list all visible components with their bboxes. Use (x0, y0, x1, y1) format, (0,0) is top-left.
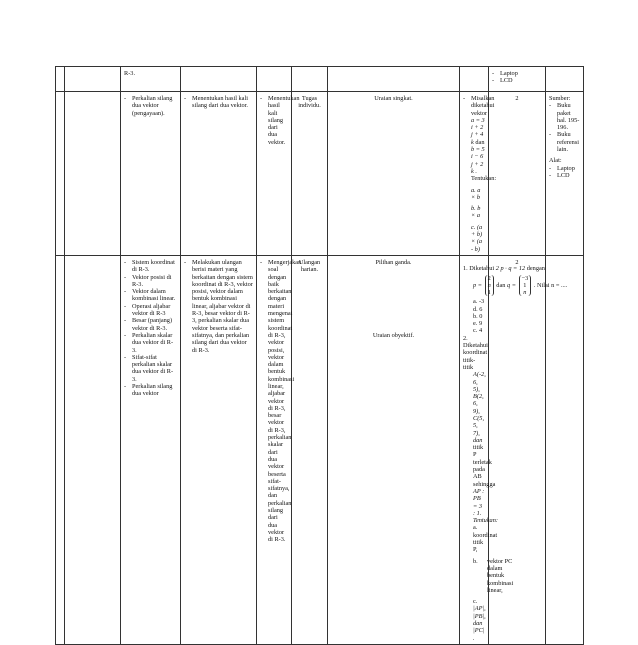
sumber-label: Sumber: (549, 95, 571, 102)
teknik-cell: Ulangan harian. (292, 255, 328, 644)
q1-tail: . Nilai n = .... (533, 282, 568, 290)
q2-line: 2. Diketahui koordinat titik-titik (463, 334, 488, 371)
cell-text: R-3. (121, 67, 181, 92)
list-item: - Laptop (492, 70, 542, 77)
kegiatan-cell (181, 255, 257, 644)
option: a. -3 (473, 298, 485, 306)
soal-item: b. b × a (471, 205, 481, 220)
list-item: - LCD (492, 77, 542, 84)
q2-line: AP : PB = 3 : 1. Tentukan: (473, 487, 498, 525)
list-item: - Perkalian silang dua vektor (124, 383, 177, 398)
table-row (56, 92, 584, 256)
media-cell (489, 67, 546, 92)
table-row (56, 67, 584, 92)
waktu-cell: 2 (489, 92, 546, 256)
list-item: - Operasi aljabar vektor di R-3 (124, 303, 177, 318)
soal-item: c. (a + b) × (a - b) (471, 223, 483, 253)
list-item: - Mengerjakan soal dengan baik berkaitan dengan materi mengenai sistem koordinat di R-3, vektor posisi, vektor dalam bentuk kombinasi linear, aljabar vektor di R-3, besar vektor di R-3, perkalian skalar dari dua vektor beserta sifat-sifatnya, dan perkalian silang dari dua vektor di R-3. (260, 259, 288, 544)
q2-line: titik P terletak pada AB sehingga (473, 444, 496, 488)
q2-line: A(-2, 6, 5), B(2, 6, 9), C(5, 5, 7), dan (473, 371, 486, 444)
q2-part: |AP|, |PB|, dan |PC| . (473, 605, 486, 642)
materi-cell (121, 92, 181, 256)
option: b. 0 (473, 312, 483, 320)
matrix-entry: 1 (523, 282, 527, 290)
list-item: - LCD (549, 172, 580, 179)
q-matrix (519, 275, 532, 296)
list-item: - Besar (panjang) vektor di R-3. (124, 317, 177, 332)
matrix-entry: n (487, 282, 491, 290)
bentuk-cell: Uraian singkat. (328, 92, 460, 256)
list-item: - Vektor posisi di R-3. (124, 274, 177, 289)
p-matrix (485, 275, 494, 296)
indikator-cell (257, 255, 302, 644)
lesson-plan-table (55, 66, 584, 645)
q1-expr: 2 p · q = 12 (495, 264, 526, 272)
kegiatan-cell (181, 92, 257, 256)
option: d. 6 (473, 305, 483, 313)
soal-cell (460, 255, 568, 644)
q2-part: vektor PC dalam bentuk kombinasi linear, (487, 557, 514, 594)
q1-dan: dan (496, 282, 506, 290)
q2-label: b. (473, 557, 478, 565)
list-item: - Laptop (549, 165, 580, 172)
list-item: - Menentukan hasil kali silang dari dua vektor. (184, 95, 253, 110)
waktu-cell: 2 (489, 255, 546, 644)
list-item: - Buku paket hal. 195-196. (549, 102, 580, 131)
list-item: - Sifat-sifat perkalian skalar dua vektor di R-3. (124, 354, 177, 383)
tentukan-label: Tentukan: (471, 175, 497, 183)
indikator-cell (257, 92, 300, 256)
table-row (56, 255, 584, 644)
vector-a-def: a = 3 i + 2 j + 4 k (471, 116, 485, 146)
list-item: - Buku referensi lain. (549, 131, 580, 153)
vector-b-def: b = 5 i − 6 j + 2 k . (471, 146, 485, 175)
bentuk-pilihan: Pilihan ganda. (375, 258, 412, 266)
q1-p-label: p = (473, 282, 482, 290)
matrix-entry: 2 (487, 275, 491, 283)
q2-label: a. (473, 524, 478, 532)
option: c. 4 (473, 327, 483, 335)
list-item: - Melakukan ulangan berisi materi yang berkaitan dengan sistem koordinat di R-3, vektor posisi, vektor dalam bentuk kombinasi linear, aljabar vektor di R-3, besar vektor di R-3, perkalian skalar dua vektor beserta sifat-sifatnya, dan perkalian silang dari dua vektor di R-3. (184, 259, 253, 354)
q2-label: c. (473, 598, 478, 606)
soal-item: a. a × b (471, 186, 481, 201)
option: e. 9 (473, 320, 483, 328)
soal-dan: dan (475, 138, 485, 146)
list-item: - Menentukan hasil kali silang dari dua vektor. (260, 95, 288, 146)
soal-intro: Misalkan diketahui vektor (471, 95, 495, 117)
list-item: - Sistem koordinat di R-3. (124, 259, 177, 274)
list-item: - Perkalian silang dua vektor (pengayaan). (124, 95, 177, 117)
bentuk-uraian: Uraian obyektif. (372, 332, 415, 340)
q1-dengan: dengan (526, 264, 545, 272)
alat-label: Alat: (549, 157, 562, 165)
q1-q-label: q = (506, 282, 516, 290)
list-item: - Vektor dalam kombinasi linear. (124, 288, 177, 303)
matrix-entry: n (523, 289, 527, 297)
list-item: - Perkalian skalar dua vektor di R-3. (124, 332, 177, 354)
matrix-entry: 1 (487, 289, 491, 297)
q1-intro: 1. Diketahui (463, 264, 495, 272)
materi-cell (121, 255, 181, 644)
soal-cell (460, 92, 497, 256)
teknik-cell: Tugas individu. (292, 92, 328, 256)
q2-part: koordinat titik P, (473, 531, 498, 554)
matrix-entry: −3 (521, 275, 529, 283)
bentuk-cell (328, 255, 460, 644)
sumber-cell (546, 92, 584, 256)
